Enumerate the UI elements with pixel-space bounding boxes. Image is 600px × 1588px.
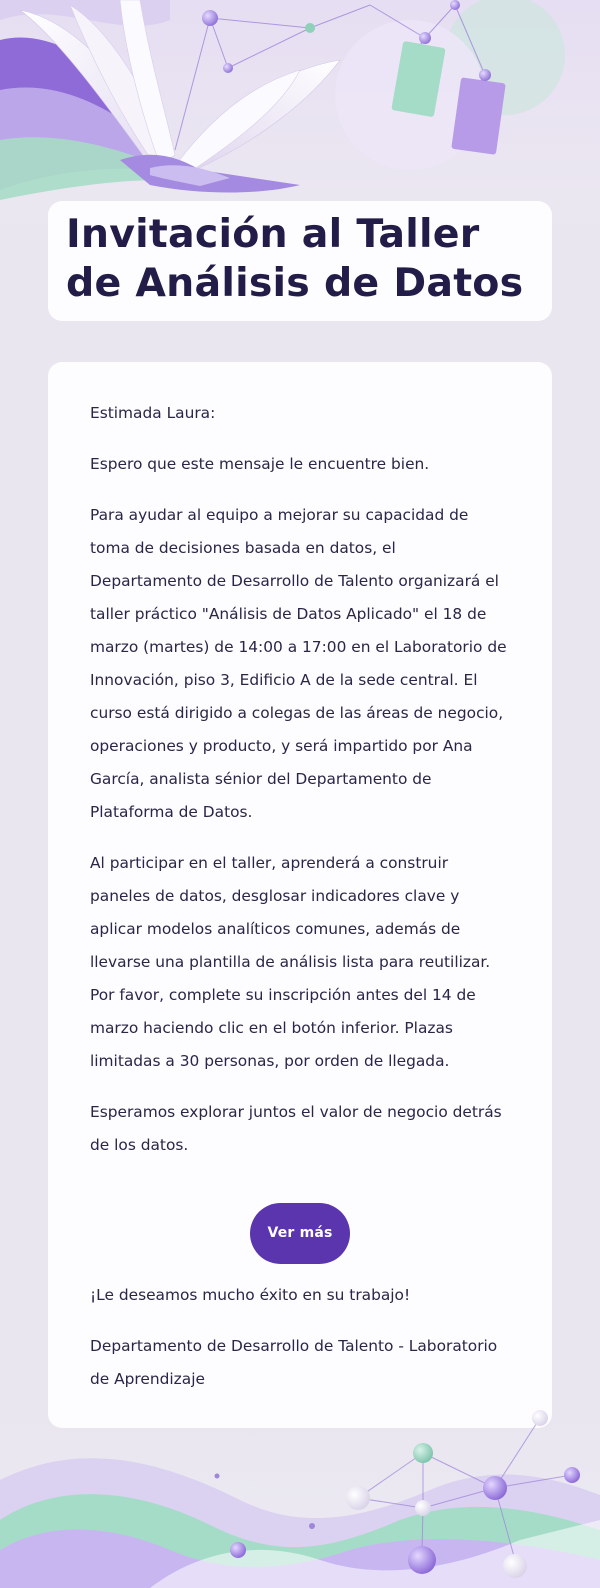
see-more-button[interactable]: Ver más [250,1203,350,1264]
network-waves-illustration [0,1400,600,1588]
title-card [48,201,552,321]
greeting-text: Estimada Laura: [90,404,216,422]
registration-paragraph: Al participar en el taller, aprenderá a construir paneles de datos, desglosar indicadores clave y aplicar modelos analíticos comunes, además de llevarse una plantilla de análisis lista para reutilizar. Por favor, complete su inscripción antes del 14 de marzo haciendo clic en el botón inferior. Plazas limitadas a 30 personas, por orden de llegada. [90,854,491,1070]
page-title: Invitación al Taller de Análisis de Datos [66,211,524,306]
opening-text: Espero que este mensaje le encuentre bien. [90,455,430,473]
closing-remark-paragraph: Esperamos explorar juntos el valor de negocio detrás de los datos. [90,1103,502,1154]
workshop-details-paragraph: Para ayudar al equipo a mejorar su capacidad de toma de decisiones basada en datos, el Departamento de Desarrollo de Talento organizará el taller práctico "Análisis de Datos Aplicado" el 18 de marzo (martes) de 14:00 a 17:00 en el Laboratorio de Innovación, piso 3, Edificio A de la sede central. El curso está dirigido a colegas de las áreas de negocio, operaciones y producto, y será impartido por Ana García, analista sénior del Departamento de Plataforma de Datos. [90,506,507,821]
cta-container [90,1203,510,1264]
signature-text: Departamento de Desarrollo de Talento - Laboratorio de Aprendizaje [90,1337,498,1388]
open-book-illustration [0,0,600,210]
closing-text: ¡Le deseamos mucho éxito en su trabajo! [90,1286,411,1304]
email-body-card [48,362,552,1428]
